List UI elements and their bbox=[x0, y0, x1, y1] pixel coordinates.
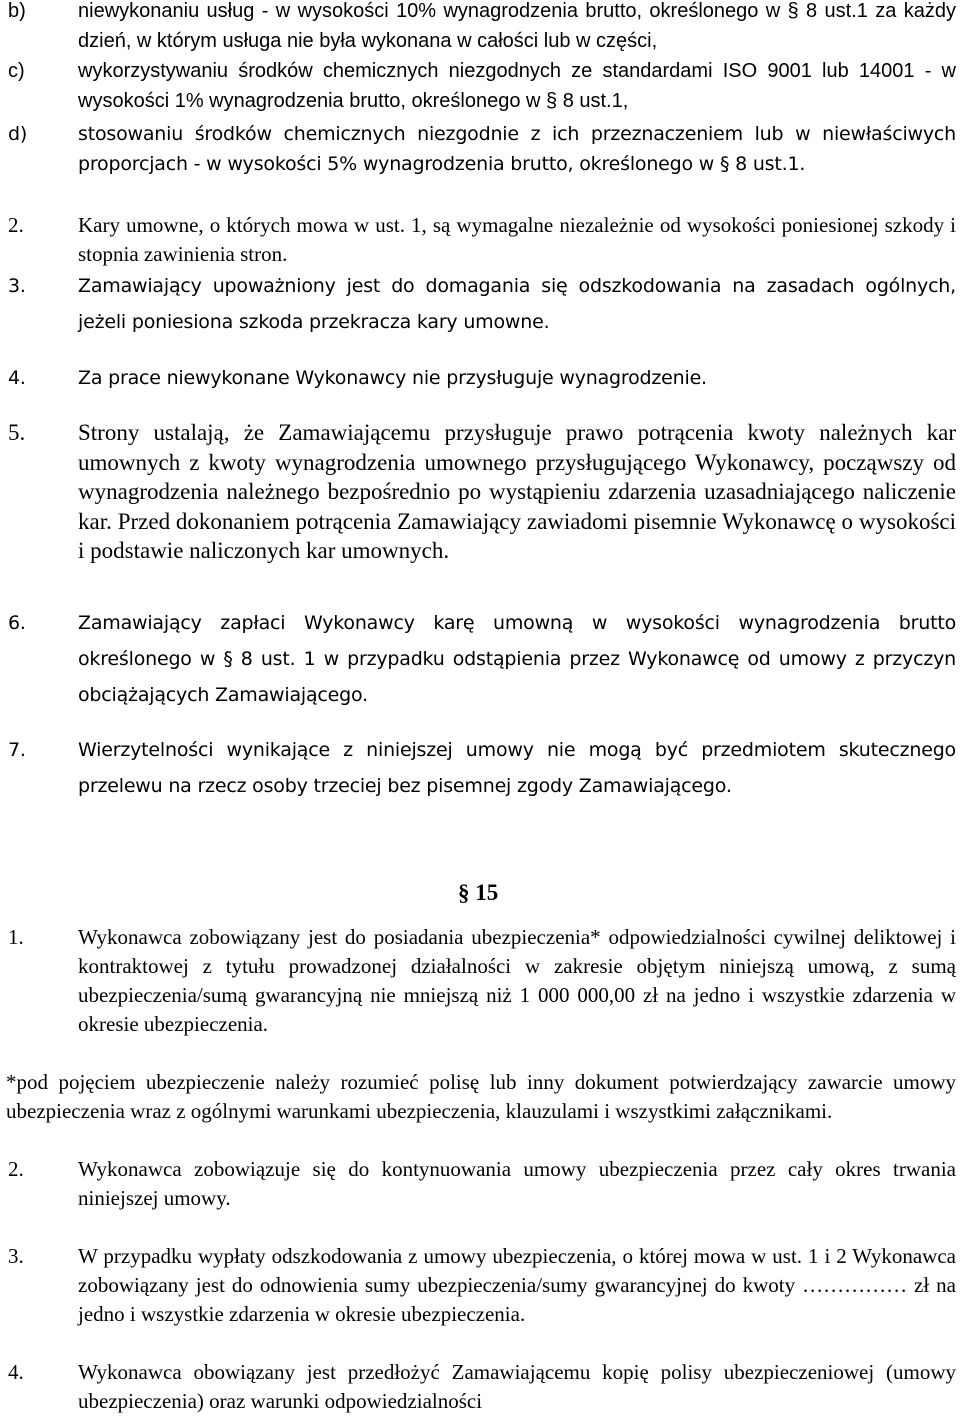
paragraph-text: Kary umowne, o których mowa w ust. 1, są wymagalne niezależnie od wysokości poniesionej szkody i stopnia zawinienia stron. bbox=[78, 213, 956, 266]
paragraph-label: 3. bbox=[8, 275, 26, 297]
paragraph-text: Wierzytelności wynikające z niniejszej umowy nie mogą być przedmiotem skutecznego przelewu na rzecz osoby trzeciej bez pisemnej zgody Zamawiającego. bbox=[78, 739, 956, 797]
insurance-footnote: *pod pojęciem ubezpieczenie należy rozumieć polisę lub inny dokument potwierdzający zawarcie umowy ubezpieczenia wraz z ogólnymi warunkami ubezpieczenia, klauzulami i wszystkimi załącznikami. bbox=[6, 1070, 956, 1123]
paragraph-text: W przypadku wypłaty odszkodowania z umowy ubezpieczenia, o której mowa w ust. 1 i 2 Wykonawca zobowiązany jest do odnowienia sumy ubezpieczenia/sumy gwarancyjnej do kwoty …………… zł na jedno i wszystkie zdarzenia w okresie ubezpieczenia. bbox=[78, 1244, 956, 1326]
paragraph-label: 2. bbox=[8, 213, 24, 237]
section-heading: § 15 bbox=[458, 880, 499, 905]
paragraph-label: 4. bbox=[8, 1360, 24, 1384]
item-label: d) bbox=[8, 123, 28, 145]
paragraph-text: Zamawiający upoważniony jest do domagania się odszkodowania na zasadach ogólnych, jeżeli poniesiona szkoda przekracza kary umowne. bbox=[78, 275, 956, 333]
paragraph-label: 6. bbox=[8, 612, 26, 634]
paragraph-label: 7. bbox=[8, 739, 26, 761]
item-text: wykorzystywaniu środków chemicznych niezgodnych ze standardami ISO 9001 lub 14001 - w wysokości 1% wynagrodzenia brutto, określonego w § 8 ust.1, bbox=[78, 60, 956, 112]
paragraph-text: Za prace niewykonane Wykonawcy nie przysługuje wynagrodzenie. bbox=[78, 367, 707, 389]
item-label: c) bbox=[8, 60, 25, 82]
paragraph-label: 4. bbox=[8, 367, 26, 389]
paragraph-label: 2. bbox=[8, 1157, 24, 1181]
paragraph-text: Zamawiający zapłaci Wykonawcy karę umowną w wysokości wynagrodzenia brutto określonego w § 8 ust. 1 w przypadku odstąpienia przez Wykonawcę od umowy z przyczyn obciążających Zamawiającego. bbox=[78, 612, 956, 706]
item-text: stosowaniu środków chemicznych niezgodnie z ich przeznaczeniem lub w niewłaściwych proporcjach - w wysokości 5% wynagrodzenia brutto, określonego w § 8 ust.1. bbox=[78, 123, 956, 175]
paragraph-label: 5. bbox=[8, 420, 26, 445]
item-text: niewykonaniu usług - w wysokości 10% wynagrodzenia brutto, określonego w § 8 ust.1 za każdy dzień, w którym usługa nie była wykonana w całości lub w części, bbox=[78, 0, 956, 52]
paragraph-text: Wykonawca obowiązany jest przedłożyć Zamawiającemu kopię polisy ubezpieczeniowej (umowy ubezpieczenia) oraz warunki odpowiedzialności bbox=[78, 1360, 956, 1413]
paragraph-label: 1. bbox=[8, 925, 24, 949]
paragraph-text: Wykonawca zobowiązany jest do posiadania ubezpieczenia* odpowiedzialności cywilnej deliktowej i kontraktowej z tytułu prowadzonej działalności w zakresie objętym niniejszą umową, z sumą ubezpieczenia/sumą gwarancyjną nie mniejszą niż 1 000 000,00 zł na jedno i wszystkie zdarzenia w okresie ubezpieczenia. bbox=[78, 925, 956, 1036]
item-label: b) bbox=[8, 0, 26, 22]
paragraph-text: Strony ustalają, że Zamawiającemu przysługuje prawo potrącenia kwoty należnych kar umownych z kwoty wynagrodzenia umownego przysługującego Wykonawcy, począwszy od wynagrodzenia należnego bezpośrednio po wystąpieniu zdarzenia uzasadniającego naliczenie kar. Przed dokonaniem potrącenia Zamawiający zawiadomi pisemnie Wykonawcę o wysokości i podstawie naliczonych kar umownych. bbox=[78, 420, 956, 563]
paragraph-text: Wykonawca zobowiązuje się do kontynuowania umowy ubezpieczenia przez cały okres trwania niniejszej umowy. bbox=[78, 1157, 956, 1210]
paragraph-label: 3. bbox=[8, 1244, 24, 1268]
